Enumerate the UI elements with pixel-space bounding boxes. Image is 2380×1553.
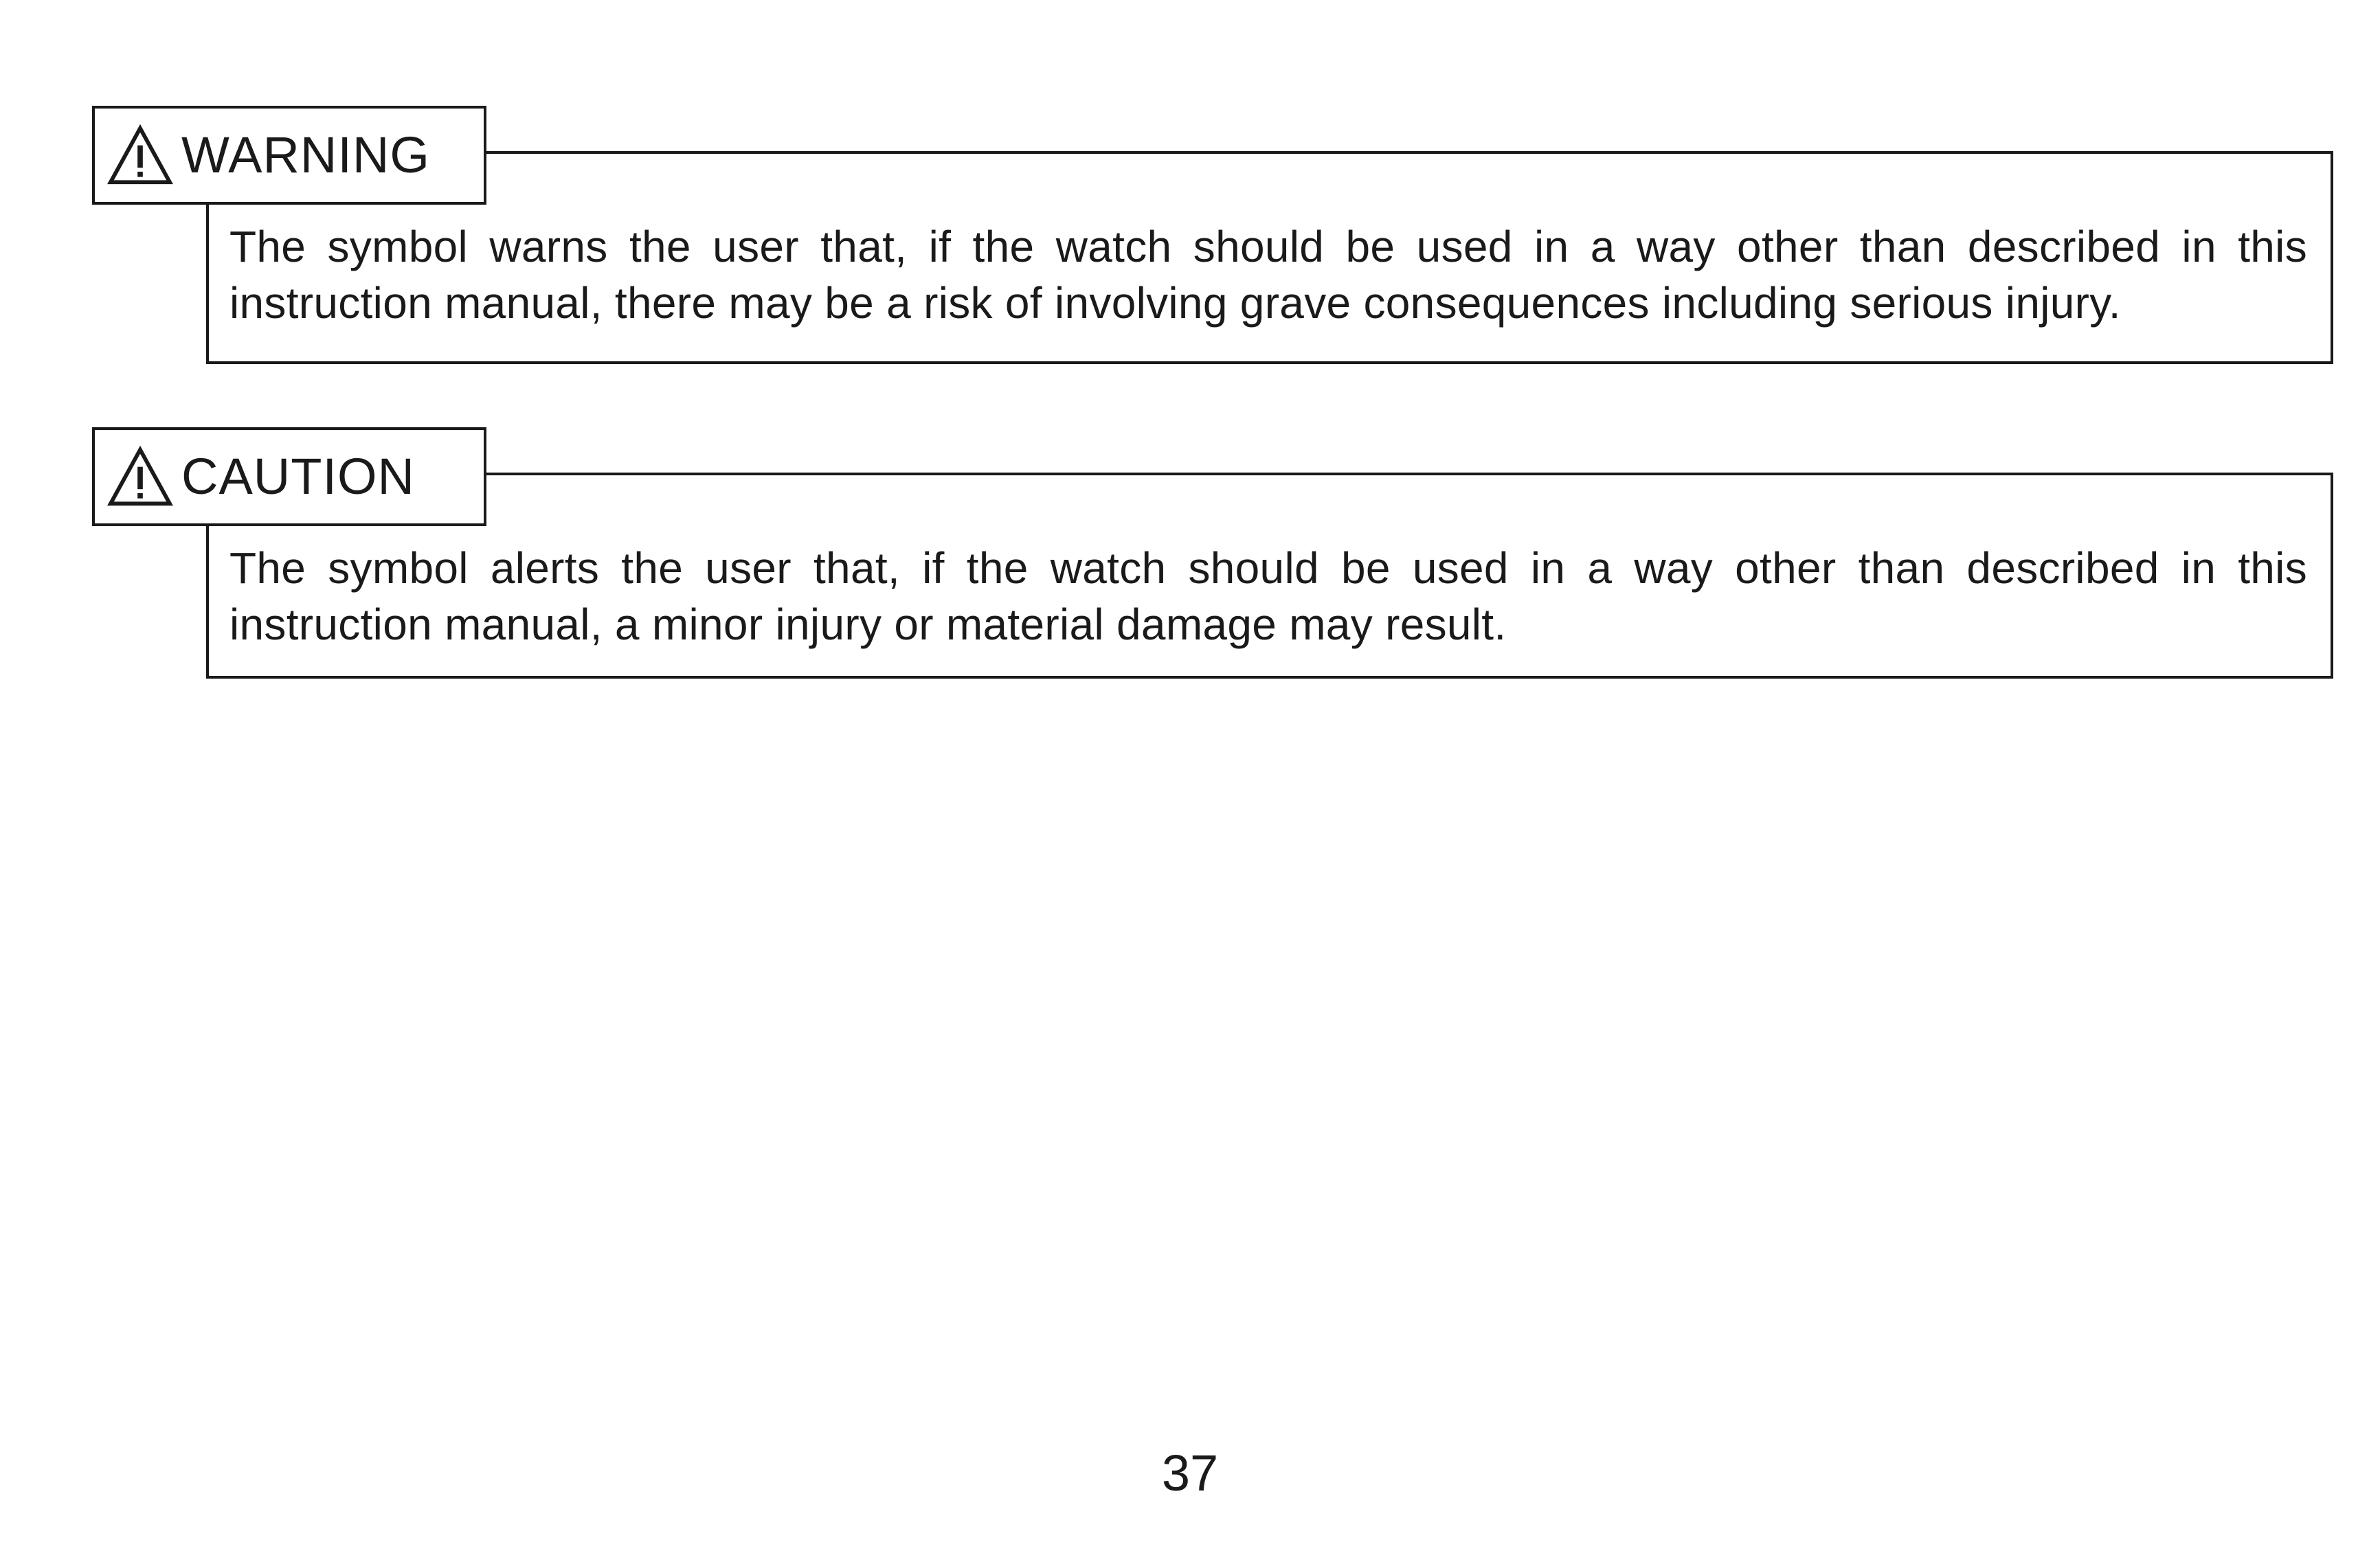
caution-body: [206, 473, 2333, 679]
warning-label-box: [92, 106, 486, 205]
caution-label-box: [92, 427, 486, 526]
page-number: 37: [1161, 1444, 1219, 1501]
warning-triangle-icon: [107, 446, 173, 508]
caution-text: The symbol alerts the user that, if the watch should be used in a way other than described in this instruction manual, a minor injury or material damage may result.: [229, 543, 2307, 649]
warning-text: The symbol warns the user that, if the watch should be used in a way other than described in this instruction manual, there may be a risk of involving grave consequences including serious injury.: [229, 222, 2307, 328]
warning-label: WARNING: [181, 126, 430, 183]
warning-body: [206, 151, 2333, 364]
warning-triangle-icon: [107, 124, 173, 186]
caution-label: CAUTION: [181, 448, 415, 505]
